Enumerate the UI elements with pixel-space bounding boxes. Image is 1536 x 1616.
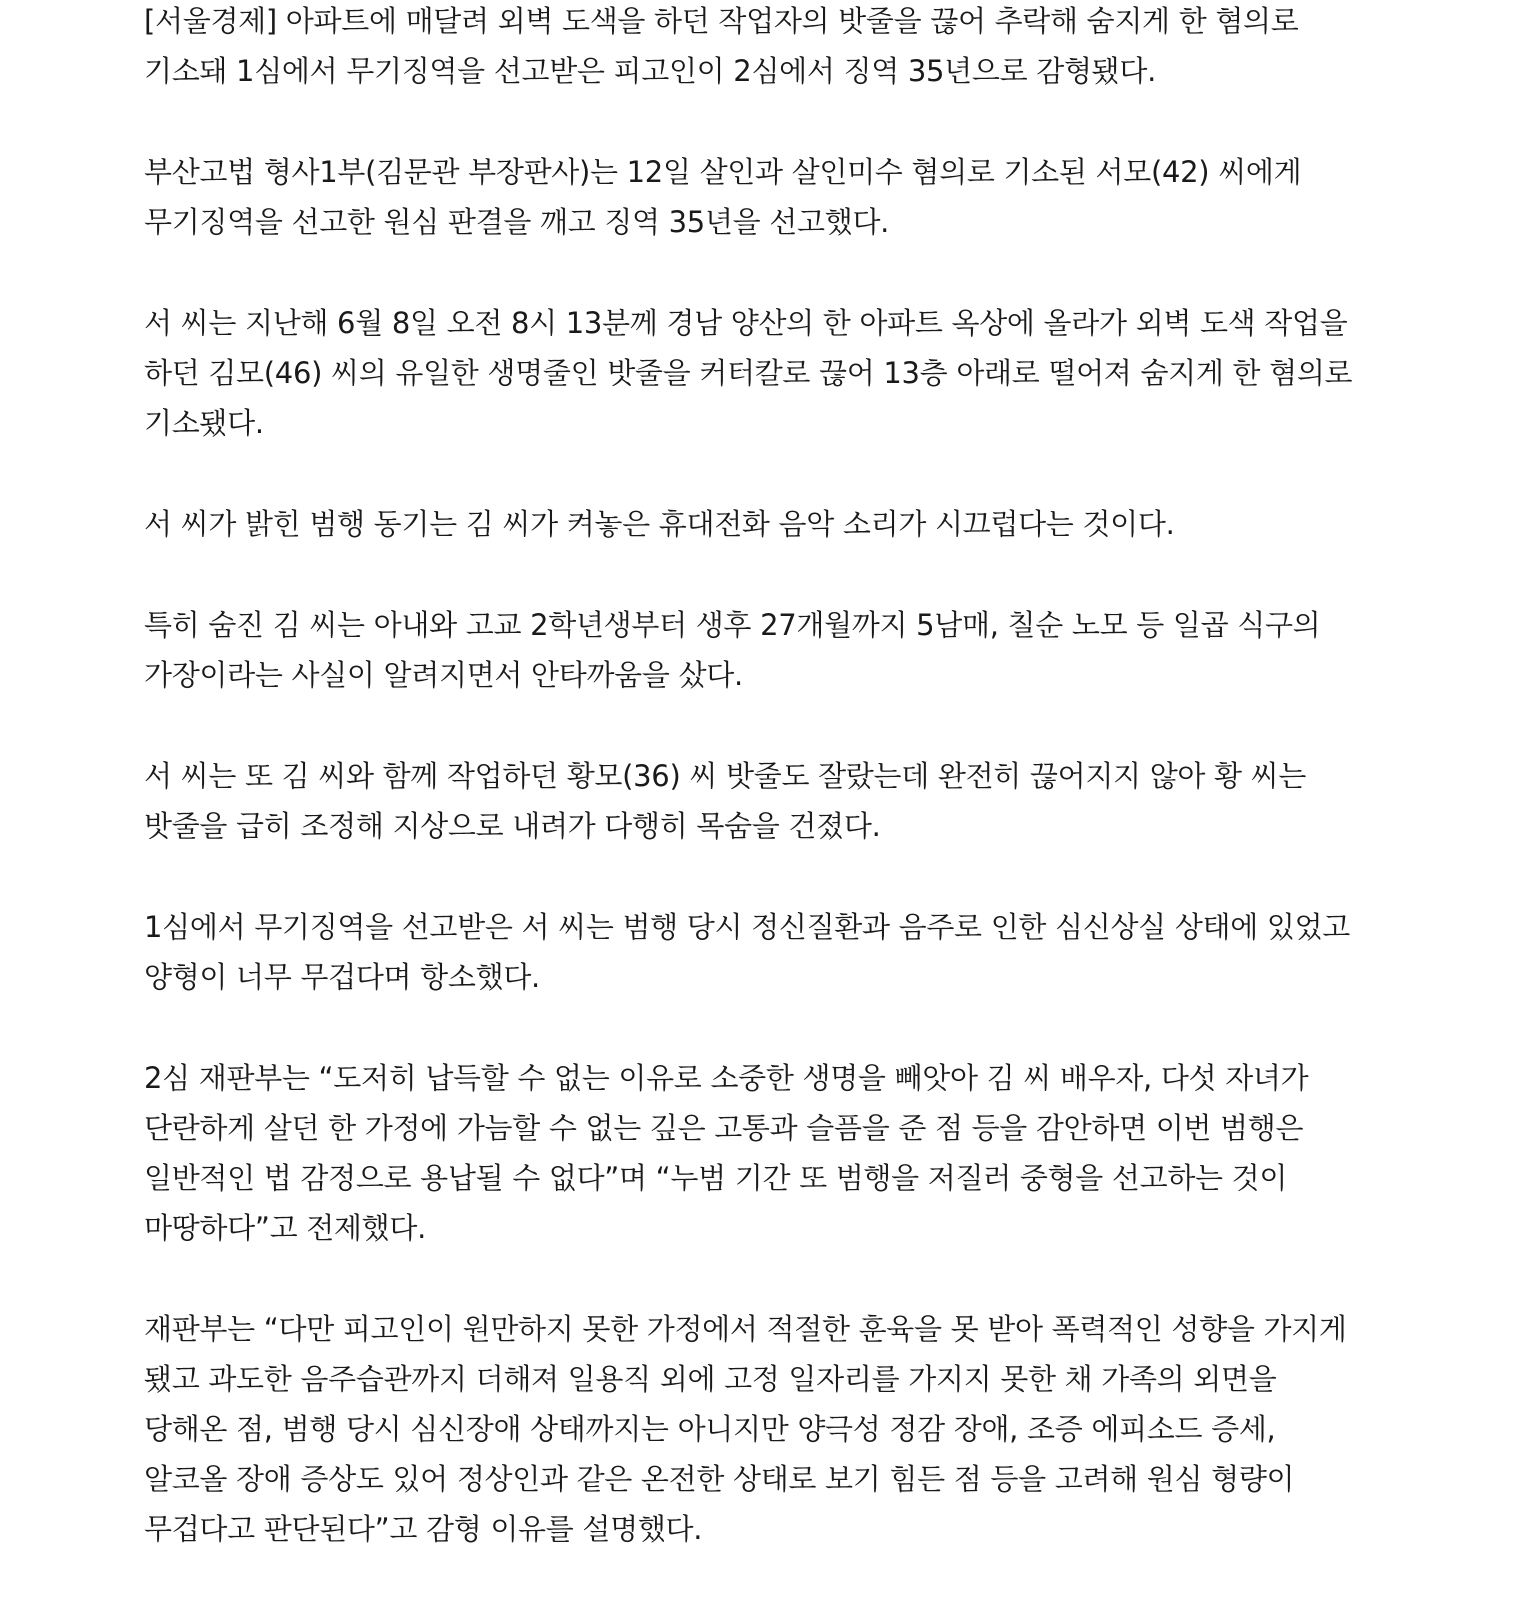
- article-paragraph: 부산고법 형사1부(김문관 부장판사)는 12일 살인과 살인미수 혐의로 기소된 서모(42) 씨에게 무기징역을 선고한 원심 판결을 깨고 징역 35년을 선고했다.: [144, 155, 1302, 239]
- article-paragraph: [서울경제] 아파트에 매달려 외벽 도색을 하던 작업자의 밧줄을 끊어 추락해 숨지게 한 혐의로 기소돼 1심에서 무기징역을 선고받은 피고인이 2심에서 징역 35년으로 감형됐다.: [144, 4, 1299, 88]
- article-paragraph: 서 씨는 지난해 6월 8일 오전 8시 13분께 경남 양산의 한 아파트 옥상에 올라가 외벽 도색 작업을 하던 김모(46) 씨의 유일한 생명줄인 밧줄을 커터칼로 끊어 13층 아래로 떨어져 숨지게 한 혐의로 기소됐다.: [144, 306, 1353, 440]
- article-body: [144, 0, 1356, 1554]
- article-paragraph: 서 씨는 또 김 씨와 함께 작업하던 황모(36) 씨 밧줄도 잘랐는데 완전히 끊어지지 않아 황 씨는 밧줄을 급히 조정해 지상으로 내려가 다행히 목숨을 건졌다.: [144, 759, 1307, 843]
- article-paragraph: 특히 숨진 김 씨는 아내와 고교 2학년생부터 생후 27개월까지 5남매, 칠순 노모 등 일곱 식구의 가장이라는 사실이 알려지면서 안타까움을 샀다.: [144, 608, 1321, 692]
- article-paragraph: 1심에서 무기징역을 선고받은 서 씨는 범행 당시 정신질환과 음주로 인한 심신상실 상태에 있었고 양형이 너무 무겁다며 항소했다.: [144, 910, 1351, 994]
- article-paragraph: 2심 재판부는 “도저히 납득할 수 없는 이유로 소중한 생명을 빼앗아 김 씨 배우자, 다섯 자녀가 단란하게 살던 한 가정에 가늠할 수 없는 깊은 고통과 슬픔을 준 점 등을 감안하면 이번 범행은 일반적인 법 감정으로 용납될 수 없다”며 “누범 기간 또 범행을 저질러 중형을 선고하는 것이 마땅하다”고 전제했다.: [144, 1061, 1309, 1245]
- article-paragraph: 서 씨가 밝힌 범행 동기는 김 씨가 켜놓은 휴대전화 음악 소리가 시끄럽다는 것이다.: [144, 507, 1175, 541]
- article-paragraph: 재판부는 “다만 피고인이 원만하지 못한 가정에서 적절한 훈육을 못 받아 폭력적인 성향을 가지게 됐고 과도한 음주습관까지 더해져 일용직 외에 고정 일자리를 가지지 못한 채 가족의 외면을 당해온 점, 범행 당시 심신장애 상태까지는 아니지만 양극성 정감 장애, 조증 에피소드 증세, 알코올 장애 증상도 있어 정상인과 같은 온전한 상태로 보기 힘든 점 등을 고려해 원심 형량이 무겁다고 판단된다”고 감형 이유를 설명했다.: [144, 1312, 1347, 1546]
